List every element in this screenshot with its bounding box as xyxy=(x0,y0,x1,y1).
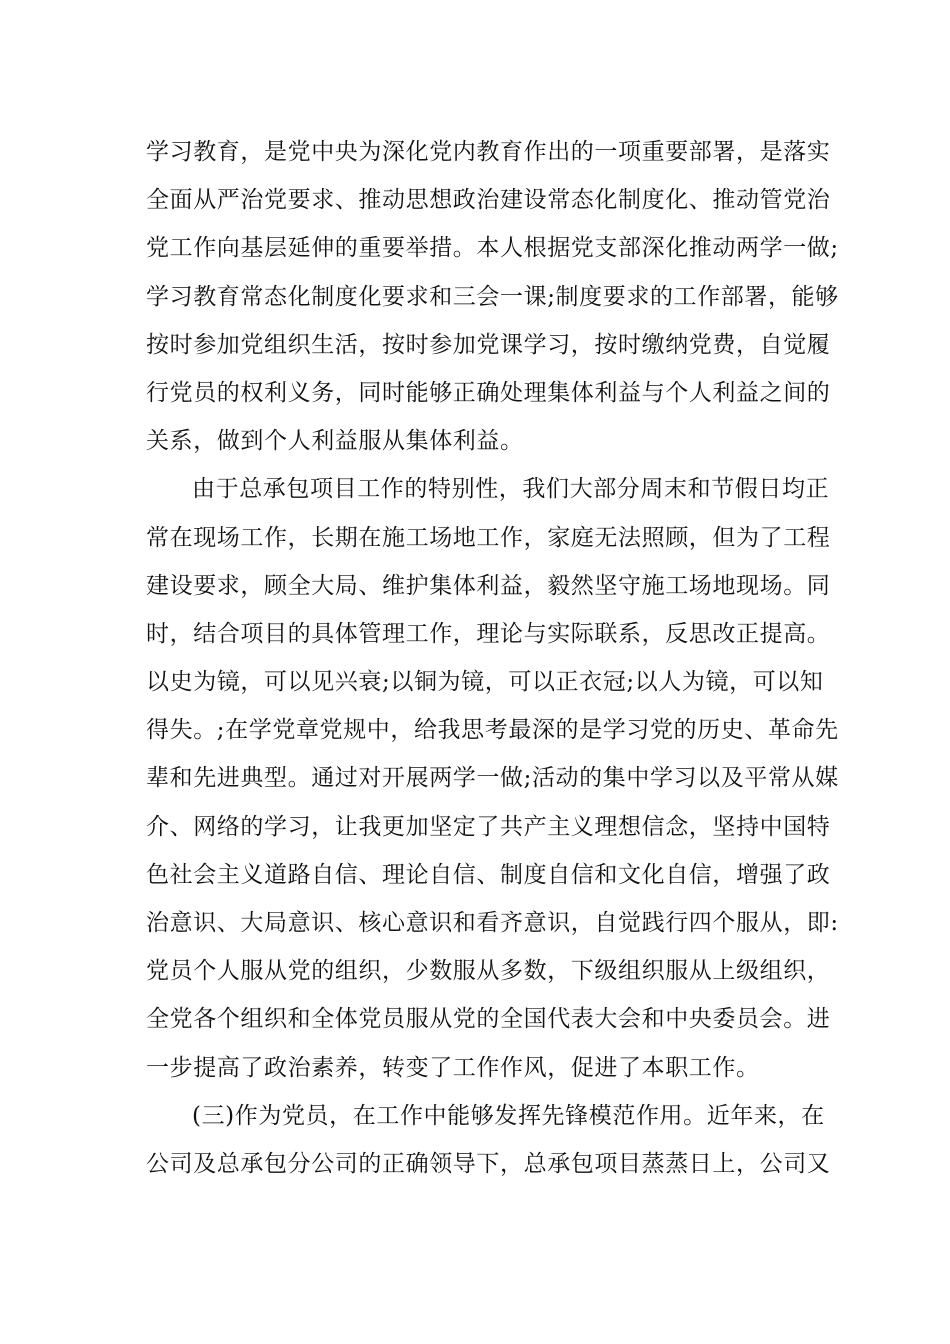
text-line: 建设要求，顾全大局、维护集体利益，毅然坚守施工场地现场。同 xyxy=(146,572,831,599)
paragraph-vanguard-role xyxy=(146,1092,831,1188)
text-line: (三)作为党员，在工作中能够发挥先锋模范作用。近年来，在 xyxy=(192,1102,825,1129)
text-line: 关系，做到个人利益服从集体利益。 xyxy=(146,428,524,455)
text-line: 一步提高了政治素养，转变了工作作风，促进了本职工作。 xyxy=(146,1054,760,1081)
text-line: 色社会主义道路自信、理论自信、制度自信和文化自信，增强了政 xyxy=(146,861,831,888)
text-line: 治意识、大局意识、核心意识和看齐意识，自觉践行四个服从，即: xyxy=(146,910,839,936)
text-line: 党员个人服从党的组织，少数服从多数，下级组织服从上级组织， xyxy=(146,958,831,985)
text-line: 介、网络的学习，让我更加坚定了共产主义理想信念，坚持中国特 xyxy=(146,813,831,840)
text-line: 公司及总承包分公司的正确领导下，总承包项目蒸蒸日上，公司又 xyxy=(146,1150,831,1177)
text-line: 全面从严治党要求、推动思想政治建设常态化制度化、推动管党治 xyxy=(146,187,831,214)
text-line: 全党各个组织和全体党员服从党的全国代表大会和中央委员会。进 xyxy=(146,1006,831,1033)
text-line: 常在现场工作，长期在施工场地工作，家庭无法照顾，但为了工程 xyxy=(146,524,831,551)
text-line: 学习教育常态化制度化要求和三会一课;制度要求的工作部署，能够 xyxy=(146,283,839,310)
paragraph-project-work xyxy=(146,465,839,1091)
text-line: 时，结合项目的具体管理工作，理论与实际联系，反思改正提高。 xyxy=(146,620,831,647)
body-text xyxy=(146,128,839,1188)
text-line: 党工作向基层延伸的重要举措。本人根据党支部深化推动两学一做; xyxy=(146,235,839,262)
text-line: 辈和先进典型。通过对开展两学一做;活动的集中学习以及平常从媒 xyxy=(146,765,839,792)
text-line: 得失。;在学党章党规中，给我思考最深的是学习党的历史、革命先 xyxy=(146,717,839,744)
text-line: 行党员的权利义务，同时能够正确处理集体利益与个人利益之间的 xyxy=(146,379,831,406)
text-line: 以史为镜，可以见兴衰;以铜为镜，可以正衣冠;以人为镜，可以知 xyxy=(146,669,824,696)
text-line: 由于总承包项目工作的特别性，我们大部分周末和节假日均正 xyxy=(192,476,830,503)
paragraph-party-education xyxy=(146,128,839,465)
text-line: 学习教育，是党中央为深化党内教育作出的一项重要部署，是落实 xyxy=(146,139,831,165)
text-line: 按时参加党组织生活，按时参加党课学习，按时缴纳党费，自觉履 xyxy=(146,331,831,358)
